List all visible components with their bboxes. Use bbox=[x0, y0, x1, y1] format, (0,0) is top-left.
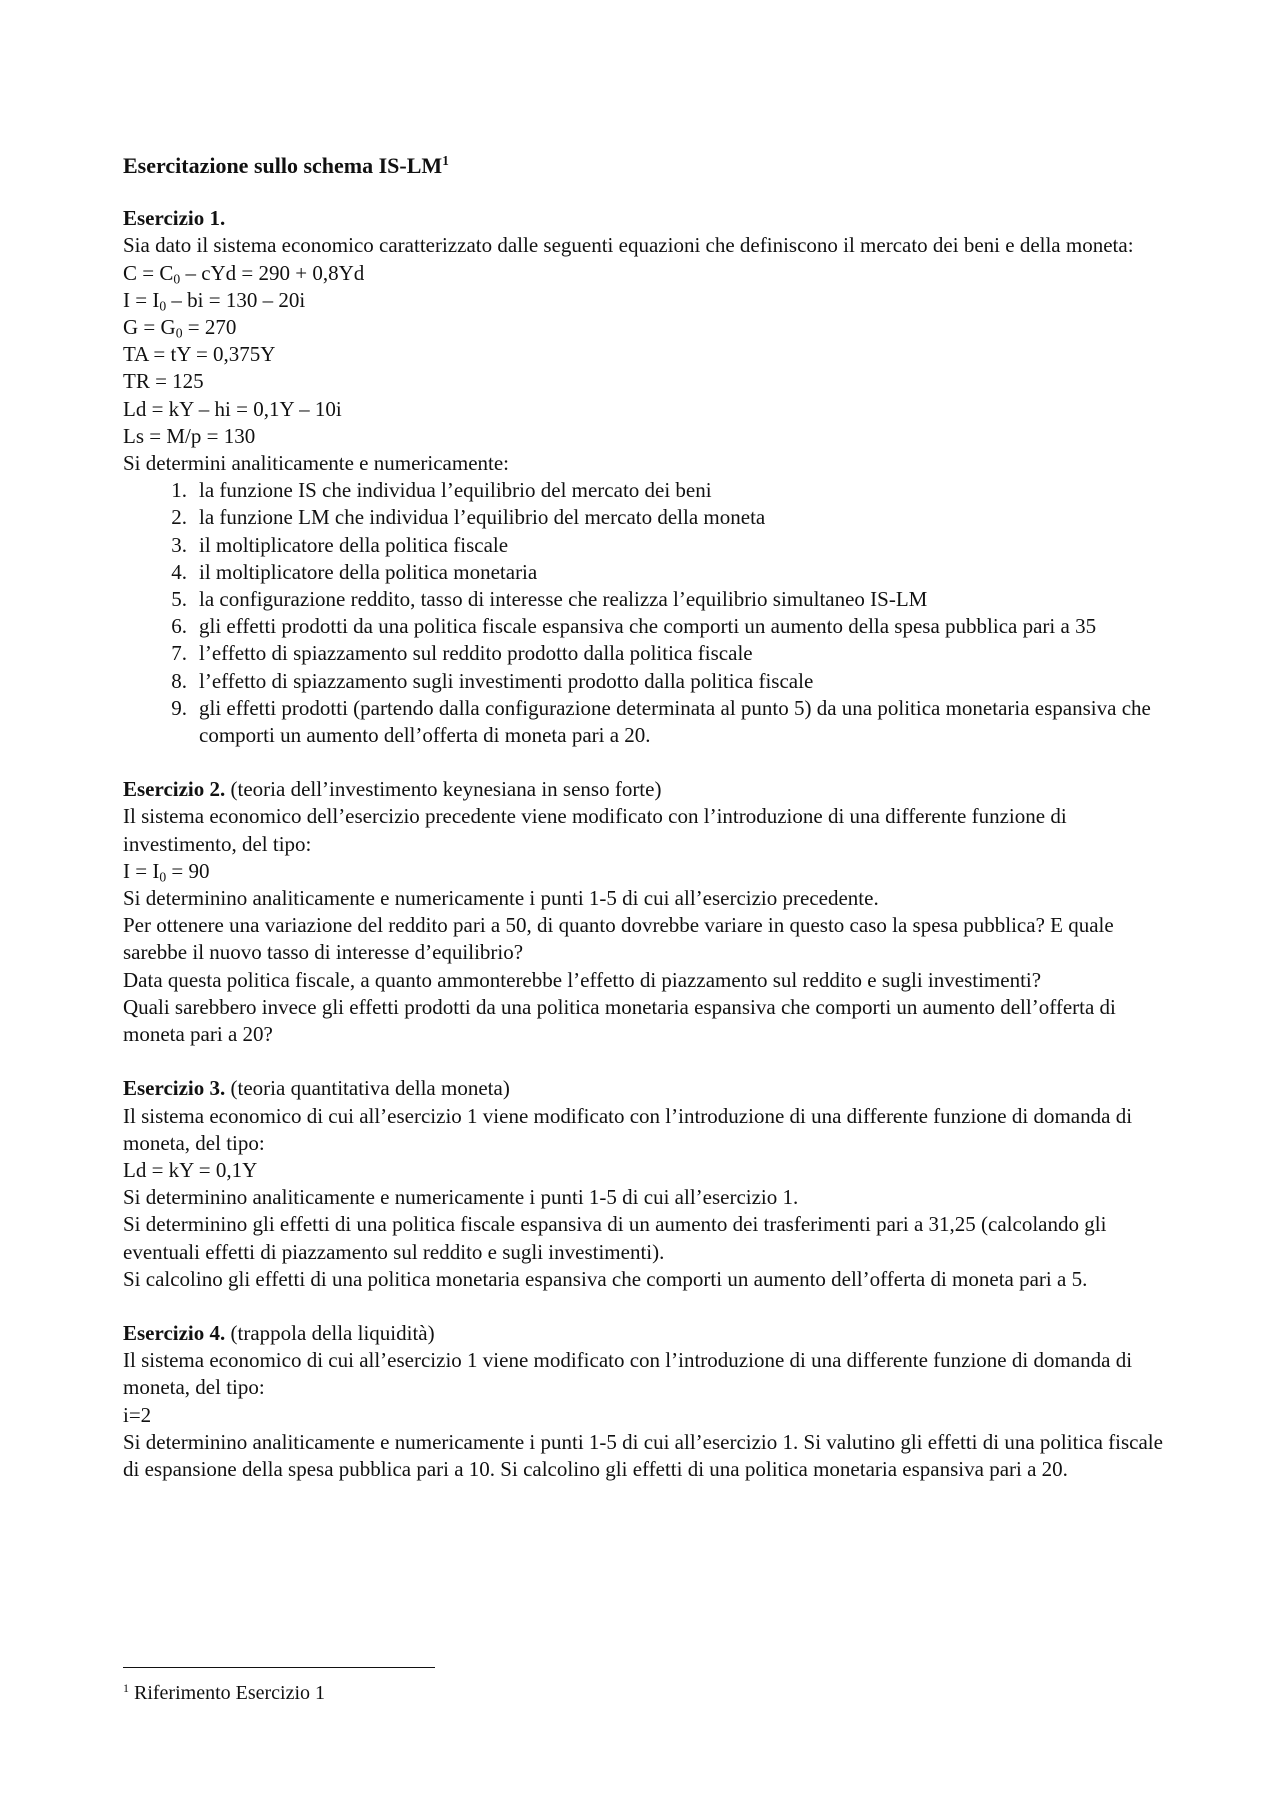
footnote: $^1$ Riferimento Esercizio 1 bbox=[123, 1680, 326, 1704]
exercise-3-text-3: Si determinino gli effetti di una politica fiscale espansiva di un aumento dei trasferimenti pari a 31,25 (calcolando gli eventuali effetti di piazzamento sul reddito e sugli investimenti). bbox=[123, 1212, 1107, 1264]
equation-transfers: TR = 125 bbox=[123, 369, 204, 394]
list-item: 2. la funzione LM che individua l’equilibrio del mercato della moneta bbox=[171, 505, 766, 530]
exercise-1-heading: Esercizio 1. bbox=[123, 206, 226, 231]
exercise-2-text-3: Per ottenere una variazione del reddito pari a 50, di quanto dovrebbe variare in questo caso la spesa pubblica? E quale sarebbe il nuovo tasso di interesse d’equilibrio? bbox=[123, 913, 1114, 965]
exercise-4 bbox=[123, 1320, 1180, 1483]
exercise-3 bbox=[123, 1075, 1180, 1293]
equation-consumption: $C = C_0$ – cYd = 290 + 0,8Yd bbox=[123, 260, 365, 287]
exercise-2-text-4: Data questa politica fiscale, a quanto ammonterebbe l’effetto di piazzamento sul reddito e sugli investimenti? bbox=[123, 967, 1042, 992]
equation-money-supply: Ls = M/p = 130 bbox=[123, 423, 256, 448]
exercise-3-heading: Esercizio 3. (teoria quantitativa della moneta) bbox=[123, 1076, 510, 1101]
exercise-4-heading: Esercizio 4. (trappola della liquidità) bbox=[123, 1320, 435, 1345]
exercise-4-equation: i=2 bbox=[123, 1402, 152, 1427]
exercise-2-equation: $I = I_0 = 90$ bbox=[123, 858, 210, 885]
exercise-4-text-1: Il sistema economico di cui all’esercizio 1 viene modificato con l’introduzione di una differente funzione di domanda di moneta, del tipo: bbox=[123, 1348, 1133, 1400]
exercise-2-heading: Esercizio 2. (teoria dell’investimento keynesiana in senso forte) bbox=[123, 777, 662, 802]
exercise-3-text-2: Si determinino analiticamente e numericamente i punti 1-5 di cui all’esercizio 1. bbox=[123, 1185, 799, 1210]
equation-investment: $I = I_0$ – bi = 130 – 20i bbox=[123, 287, 306, 314]
footnote-divider bbox=[123, 1667, 435, 1668]
document-title: Esercitazione sullo schema $IS-LM^1$ bbox=[123, 153, 449, 178]
exercise-1-intro: Sia dato il sistema economico caratterizzato dalle seguenti equazioni che definiscono il mercato dei beni e della moneta: bbox=[123, 233, 1134, 258]
list-item: 8. l’effetto di spiazzamento sugli investimenti prodotto dalla politica fiscale bbox=[171, 668, 814, 693]
list-item: 1. la funzione IS che individua l’equilibrio del mercato dei beni bbox=[171, 478, 712, 503]
list-item: 7. l’effetto di spiazzamento sul reddito prodotto dalla politica fiscale bbox=[171, 641, 753, 666]
list-item: 4. il moltiplicatore della politica monetaria bbox=[171, 559, 538, 584]
exercise-3-text-1: Il sistema economico di cui all’esercizio 1 viene modificato con l’introduzione di una differente funzione di domanda di moneta, del tipo: bbox=[123, 1103, 1133, 1155]
exercise-3-equation: Ld = kY = 0,1Y bbox=[123, 1157, 258, 1182]
exercise-2-text-2: Si determinino analiticamente e numericamente i punti 1-5 di cui all’esercizio precedente. bbox=[123, 886, 879, 911]
equation-taxes: TA = tY = 0,375Y bbox=[123, 342, 276, 367]
list-item: 5. la configurazione reddito, tasso di interesse che realizza l’equilibrio simultaneo IS-LM bbox=[171, 587, 928, 612]
exercise-3-text-4: Si calcolino gli effetti di una politica monetaria espansiva che comporti un aumento dell’offerta di moneta pari a 5. bbox=[123, 1266, 1088, 1291]
equation-money-demand: Ld = kY – hi = 0,1Y – 10i bbox=[123, 396, 342, 421]
list-item: 6. gli effetti prodotti da una politica fiscale espansiva che comporti un aumento della spesa pubblica pari a 35 bbox=[171, 614, 1097, 639]
exercise-2-text-1: Il sistema economico dell’esercizio precedente viene modificato con l’introduzione di una differente funzione di investimento, del tipo: bbox=[123, 804, 1067, 856]
exercise-1-items bbox=[123, 477, 1180, 749]
exercise-2-text-5: Quali sarebbero invece gli effetti prodotti da una politica monetaria espansiva che comporti un aumento dell’offerta di moneta pari a 20? bbox=[123, 994, 1116, 1047]
title-footnote-mark: 1 bbox=[442, 153, 449, 169]
exercise-1 bbox=[123, 205, 1180, 749]
exercise-1-ask: Si determini analiticamente e numericamente: bbox=[123, 451, 510, 476]
exercise-4-text-2: Si determinino analiticamente e numericamente i punti 1-5 di cui all’esercizio 1. Si valutino gli effetti di una politica fiscale di espansione della spesa pubblica pari a 10. Si calcolino gli effetti di una politica monetaria espansiva pari a 20. bbox=[123, 1429, 1163, 1481]
exercise-2 bbox=[123, 776, 1180, 1048]
list-item: 3. il moltiplicatore della politica fiscale bbox=[171, 532, 509, 557]
equation-government: $G = G_0 = 270$ bbox=[123, 315, 237, 341]
list-item: 9. gli effetti prodotti (partendo dalla configurazione determinata al punto 5) da una politica monetaria espansiva che comporti un aumento dell’offerta di moneta pari a 20. bbox=[171, 695, 1151, 748]
